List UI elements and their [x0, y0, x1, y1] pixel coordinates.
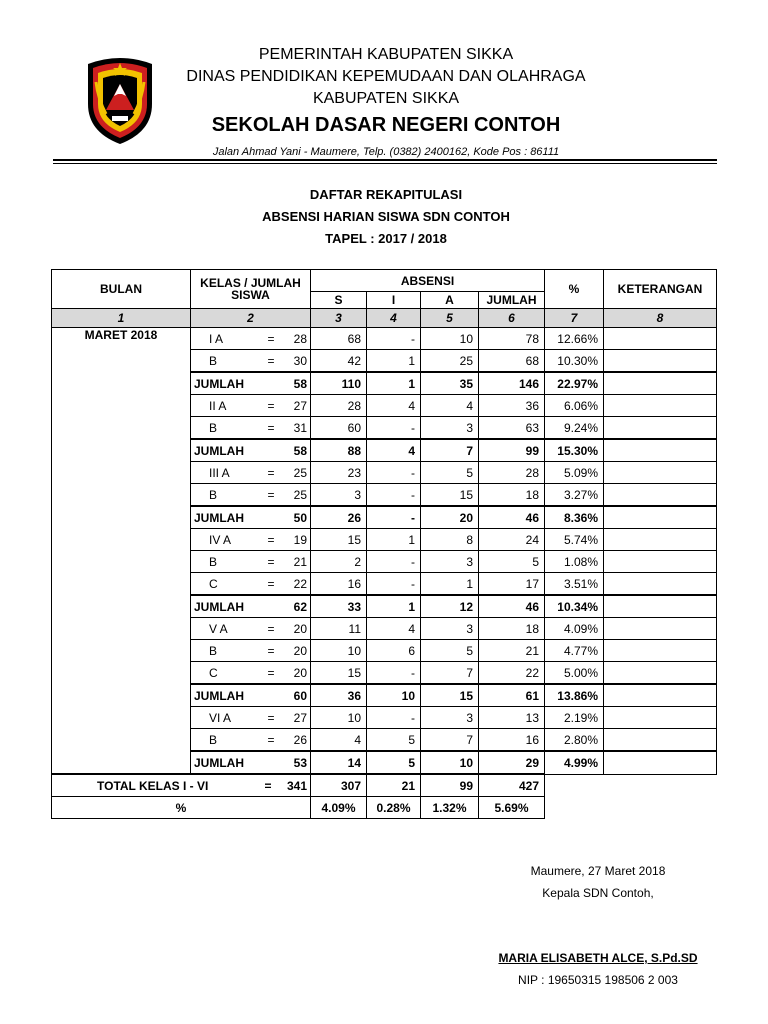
class-cell	[191, 618, 311, 640]
alpa-value: 35	[421, 372, 479, 395]
equals-sign: =	[267, 353, 275, 368]
keterangan-value	[604, 439, 717, 462]
alpa-value: 4	[421, 395, 479, 417]
jumlah-value: 68	[479, 350, 545, 373]
month-cell: MARET 2018	[52, 328, 191, 775]
percent-value: 6.06%	[545, 395, 604, 417]
equals-sign	[259, 377, 283, 391]
izin-value: -	[367, 573, 421, 596]
alpa-value: 10	[421, 328, 479, 350]
keterangan-value	[604, 573, 717, 596]
percent-value: 4.99%	[545, 751, 604, 774]
percent-value: 4.09%	[545, 618, 604, 640]
class-name: III A	[209, 465, 230, 480]
column-number: 1	[52, 309, 191, 328]
student-count: 53	[293, 755, 307, 770]
student-count: 19	[293, 532, 307, 547]
izin-value: -	[367, 506, 421, 529]
student-count: 58	[293, 443, 307, 458]
header-divider-thick	[53, 159, 717, 161]
izin-value: 5	[367, 751, 421, 774]
student-count: 22	[293, 576, 307, 591]
class-name: B	[209, 420, 218, 435]
keterangan-value	[604, 662, 717, 685]
keterangan-value	[604, 684, 717, 707]
alpa-value: 15	[421, 484, 479, 507]
alpa-value: 5	[421, 640, 479, 662]
class-cell	[191, 551, 311, 573]
student-count: 60	[293, 688, 307, 703]
izin-value: 1	[367, 595, 421, 618]
class-name: II A	[209, 398, 227, 413]
total-label: TOTAL KELAS I - VI	[97, 778, 209, 793]
alpa-value: 25	[421, 350, 479, 373]
total-s: 307	[311, 774, 367, 797]
sakit-value: 36	[311, 684, 367, 707]
equals-sign: =	[267, 487, 275, 502]
equals-sign	[259, 600, 283, 614]
student-count: 27	[293, 710, 307, 725]
sakit-value: 2	[311, 551, 367, 573]
izin-value: 6	[367, 640, 421, 662]
header-alpa: A	[421, 292, 479, 309]
document-subtitle: ABSENSI HARIAN SISWA SDN CONTOH	[262, 209, 510, 224]
sakit-value: 3	[311, 484, 367, 507]
keterangan-value	[604, 350, 717, 373]
alpa-value: 3	[421, 551, 479, 573]
student-count: 20	[293, 621, 307, 636]
percent-value: 3.27%	[545, 484, 604, 507]
keterangan-value	[604, 462, 717, 484]
alpa-value: 3	[421, 417, 479, 440]
signature-name: MARIA ELISABETH ALCE, S.Pd.SD	[498, 951, 698, 965]
sakit-value: 26	[311, 506, 367, 529]
student-count: 26	[293, 732, 307, 747]
jumlah-value: 18	[479, 484, 545, 507]
class-cell	[191, 751, 311, 774]
class-cell	[191, 506, 311, 529]
sakit-value: 110	[311, 372, 367, 395]
sakit-value: 10	[311, 707, 367, 729]
equals-sign: =	[267, 532, 275, 547]
sakit-value: 10	[311, 640, 367, 662]
jumlah-value: 99	[479, 439, 545, 462]
alpa-value: 7	[421, 439, 479, 462]
total-jumlah: 427	[479, 774, 545, 797]
sakit-value: 60	[311, 417, 367, 440]
izin-value: 4	[367, 439, 421, 462]
class-cell	[191, 640, 311, 662]
jumlah-value: 16	[479, 729, 545, 752]
izin-value: 1	[367, 350, 421, 373]
percent-value: 5.09%	[545, 462, 604, 484]
izin-value: -	[367, 662, 421, 685]
equals-sign	[259, 689, 283, 703]
alpa-value: 8	[421, 529, 479, 551]
izin-value: -	[367, 484, 421, 507]
alpa-value: 1	[421, 573, 479, 596]
keterangan-value	[604, 707, 717, 729]
class-cell	[191, 328, 311, 350]
sakit-value: 88	[311, 439, 367, 462]
grand-total-row	[52, 774, 717, 797]
empty-cell	[604, 774, 717, 797]
percent-value: 9.24%	[545, 417, 604, 440]
signature-nip: NIP : 19650315 198506 2 003	[518, 973, 678, 987]
izin-value: -	[367, 462, 421, 484]
equals-sign: =	[267, 554, 275, 569]
jumlah-value: 13	[479, 707, 545, 729]
empty-cell	[545, 797, 604, 819]
percent-value: 2.80%	[545, 729, 604, 752]
class-name: VI A	[209, 710, 232, 725]
student-count: 20	[293, 665, 307, 680]
alpa-value: 3	[421, 707, 479, 729]
keterangan-value	[604, 417, 717, 440]
sakit-value: 14	[311, 751, 367, 774]
equals-sign: =	[267, 665, 275, 680]
jumlah-value: 22	[479, 662, 545, 685]
izin-value: -	[367, 328, 421, 350]
class-cell	[191, 350, 311, 373]
percent-value: 1.08%	[545, 551, 604, 573]
percent-jumlah: 5.69%	[479, 797, 545, 819]
class-cell	[191, 573, 311, 596]
header-kelas: KELAS / JUMLAH SISWA	[191, 270, 311, 309]
table-row	[52, 328, 717, 350]
class-cell	[191, 684, 311, 707]
empty-cell	[604, 797, 717, 819]
izin-value: 4	[367, 618, 421, 640]
class-cell	[191, 484, 311, 507]
keterangan-value	[604, 395, 717, 417]
percent-value: 5.74%	[545, 529, 604, 551]
total-students: 341	[286, 778, 307, 793]
percent-s: 4.09%	[311, 797, 367, 819]
jumlah-value: 17	[479, 573, 545, 596]
total-label-cell	[52, 774, 311, 797]
alpa-value: 7	[421, 662, 479, 685]
class-name: B	[209, 643, 218, 658]
class-cell	[191, 417, 311, 440]
percent-value: 15.30%	[545, 439, 604, 462]
document-school-year: TAPEL : 2017 / 2018	[325, 231, 447, 246]
percent-value: 8.36%	[545, 506, 604, 529]
sakit-value: 23	[311, 462, 367, 484]
sakit-value: 4	[311, 729, 367, 752]
student-count: 31	[293, 420, 307, 435]
header-bulan: BULAN	[52, 270, 191, 309]
equals-sign: =	[264, 778, 272, 793]
column-number: 7	[545, 309, 604, 328]
class-name: I A	[209, 331, 224, 346]
student-count: 25	[293, 487, 307, 502]
column-number: 5	[421, 309, 479, 328]
keterangan-value	[604, 595, 717, 618]
alpa-value: 7	[421, 729, 479, 752]
class-name: B	[209, 353, 218, 368]
izin-value: -	[367, 417, 421, 440]
header-school-name: SEKOLAH DASAR NEGERI CONTOH	[211, 114, 561, 136]
signature-place-date: Maumere, 27 Maret 2018	[530, 864, 666, 878]
percent-value: 12.66%	[545, 328, 604, 350]
keterangan-value	[604, 372, 717, 395]
column-number: 3	[311, 309, 367, 328]
student-count: 25	[293, 465, 307, 480]
class-name: JUMLAH	[194, 376, 244, 391]
equals-sign	[259, 511, 283, 525]
jumlah-value: 5	[479, 551, 545, 573]
sakit-value: 15	[311, 662, 367, 685]
keterangan-value	[604, 551, 717, 573]
equals-sign: =	[267, 710, 275, 725]
class-name: C	[209, 576, 218, 591]
class-name: B	[209, 732, 218, 747]
header-divider-thin	[53, 163, 717, 164]
keterangan-value	[604, 484, 717, 507]
izin-value: -	[367, 707, 421, 729]
percent-value: 5.00%	[545, 662, 604, 685]
alpa-value: 3	[421, 618, 479, 640]
jumlah-value: 29	[479, 751, 545, 774]
class-name: JUMLAH	[194, 510, 244, 525]
header-address: Jalan Ahmad Yani - Maumere, Telp. (0382) 2400162, Kode Pos : 86111	[212, 146, 560, 158]
equals-sign: =	[267, 331, 275, 346]
izin-value: 4	[367, 395, 421, 417]
class-name: B	[209, 554, 218, 569]
sakit-value: 28	[311, 395, 367, 417]
class-cell	[191, 439, 311, 462]
sakit-value: 42	[311, 350, 367, 373]
class-name: V A	[209, 621, 228, 636]
class-name: JUMLAH	[194, 755, 244, 770]
student-count: 28	[293, 331, 307, 346]
equals-sign	[259, 756, 283, 770]
class-name: JUMLAH	[194, 688, 244, 703]
percent-value: 2.19%	[545, 707, 604, 729]
header-keterangan: KETERANGAN	[604, 270, 717, 309]
equals-sign: =	[267, 398, 275, 413]
header-jumlah: JUMLAH	[479, 292, 545, 309]
attendance-recap-table	[51, 269, 717, 819]
column-number: 4	[367, 309, 421, 328]
percent-total-row	[52, 797, 717, 819]
class-name: B	[209, 487, 218, 502]
percent-value: 4.77%	[545, 640, 604, 662]
sakit-value: 15	[311, 529, 367, 551]
total-a: 99	[421, 774, 479, 797]
equals-sign: =	[267, 732, 275, 747]
document-title: DAFTAR REKAPITULASI	[309, 187, 463, 202]
izin-value: 10	[367, 684, 421, 707]
alpa-value: 5	[421, 462, 479, 484]
izin-value: 1	[367, 529, 421, 551]
header-sakit: S	[311, 292, 367, 309]
class-name: C	[209, 665, 218, 680]
sakit-value: 16	[311, 573, 367, 596]
student-count: 21	[293, 554, 307, 569]
total-i: 21	[367, 774, 421, 797]
student-count: 20	[293, 643, 307, 658]
header-department-line: DINAS PENDIDIKAN KEPEMUDAAN DAN OLAHRAGA	[186, 68, 586, 85]
class-name: JUMLAH	[194, 443, 244, 458]
keterangan-value	[604, 328, 717, 350]
alpa-value: 10	[421, 751, 479, 774]
jumlah-value: 78	[479, 328, 545, 350]
sakit-value: 11	[311, 618, 367, 640]
class-cell	[191, 595, 311, 618]
alpa-value: 15	[421, 684, 479, 707]
header-government-line: PEMERINTAH KABUPATEN SIKKA	[258, 46, 514, 63]
class-cell	[191, 662, 311, 685]
percent-value: 13.86%	[545, 684, 604, 707]
equals-sign: =	[267, 465, 275, 480]
class-cell	[191, 462, 311, 484]
student-count: 27	[293, 398, 307, 413]
student-count: 50	[293, 510, 307, 525]
class-cell	[191, 529, 311, 551]
izin-value: -	[367, 551, 421, 573]
percent-i: 0.28%	[367, 797, 421, 819]
student-count: 62	[293, 599, 307, 614]
column-number: 2	[191, 309, 311, 328]
empty-cell	[545, 774, 604, 797]
column-number: 8	[604, 309, 717, 328]
jumlah-value: 61	[479, 684, 545, 707]
jumlah-value: 28	[479, 462, 545, 484]
jumlah-value: 36	[479, 395, 545, 417]
equals-sign: =	[267, 621, 275, 636]
column-number: 6	[479, 309, 545, 328]
jumlah-value: 18	[479, 618, 545, 640]
jumlah-value: 46	[479, 506, 545, 529]
percent-value: 3.51%	[545, 573, 604, 596]
jumlah-value: 63	[479, 417, 545, 440]
percent-value: 10.34%	[545, 595, 604, 618]
keterangan-value	[604, 751, 717, 774]
header-percent: %	[545, 270, 604, 309]
class-cell	[191, 729, 311, 752]
header-absensi: ABSENSI	[311, 270, 545, 292]
percent-value: 10.30%	[545, 350, 604, 373]
equals-sign: =	[267, 576, 275, 591]
keterangan-value	[604, 618, 717, 640]
header-izin: I	[367, 292, 421, 309]
alpa-value: 20	[421, 506, 479, 529]
keterangan-value	[604, 640, 717, 662]
signature-position: Kepala SDN Contoh,	[542, 886, 654, 900]
jumlah-value: 146	[479, 372, 545, 395]
izin-value: 1	[367, 372, 421, 395]
equals-sign: =	[267, 643, 275, 658]
alpa-value: 12	[421, 595, 479, 618]
student-count: 30	[293, 353, 307, 368]
keterangan-value	[604, 529, 717, 551]
equals-sign	[259, 444, 283, 458]
header-regency-line: KABUPATEN SIKKA	[312, 90, 460, 107]
izin-value: 5	[367, 729, 421, 752]
jumlah-value: 24	[479, 529, 545, 551]
keterangan-value	[604, 506, 717, 529]
sakit-value: 68	[311, 328, 367, 350]
jumlah-value: 21	[479, 640, 545, 662]
student-count: 58	[293, 376, 307, 391]
class-cell	[191, 707, 311, 729]
class-cell	[191, 395, 311, 417]
sakit-value: 33	[311, 595, 367, 618]
percent-value: 22.97%	[545, 372, 604, 395]
percent-label: %	[52, 797, 311, 819]
class-cell	[191, 372, 311, 395]
jumlah-value: 46	[479, 595, 545, 618]
class-name: IV A	[209, 532, 232, 547]
class-name: JUMLAH	[194, 599, 244, 614]
equals-sign: =	[267, 420, 275, 435]
percent-a: 1.32%	[421, 797, 479, 819]
keterangan-value	[604, 729, 717, 752]
